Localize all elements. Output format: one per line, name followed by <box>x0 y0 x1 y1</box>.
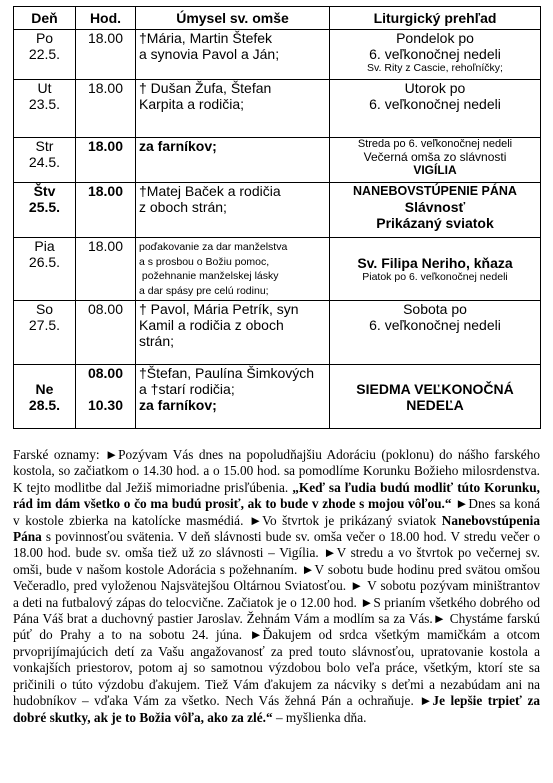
liturgy-line: 6. veľkonočnej nedeli <box>369 46 501 62</box>
liturgy-line: 6. veľkonočnej nedeli <box>369 317 501 333</box>
intention-line: za farníkov; <box>139 138 217 154</box>
liturgy-cell <box>330 238 541 301</box>
day-name: So <box>35 301 54 317</box>
liturgy-cell <box>330 30 541 80</box>
liturgy-line: 6. veľkonočnej nedeli <box>369 96 501 112</box>
day-date: 26.5. <box>28 254 61 270</box>
hour-cell: 18.00 <box>76 183 136 238</box>
intention-line: †Mária, Martin Štefek <box>139 30 273 46</box>
day-cell <box>14 80 76 138</box>
announcement-text: Farské oznamy: ►Pozývam Vás dnes na popoludňajšiu Adoráciu (poklonu) do nášho farského kostola, so začiatkom o 14.30 hod. a o 15.00 hod. sa pomodlíme Korunku Božieho milosrdenstva. K tejto modlitbe dal Ježiš mimoriadne prisľúbenia. <box>13 447 540 495</box>
intention-line: Kamil a rodičia z oboch <box>139 317 284 333</box>
day-cell <box>14 238 76 301</box>
liturgy-line: NANEBOVSTÚPENIE PÁNA <box>353 184 517 198</box>
hour-first: 08.00 <box>87 365 124 381</box>
hour-second: 10.30 <box>87 397 124 413</box>
hour-cell: 18.00 <box>76 238 136 301</box>
day-cell <box>14 138 76 183</box>
liturgy-vigil: VIGÍLIA <box>413 163 457 177</box>
table-row <box>14 80 541 138</box>
day-name: Po <box>35 30 54 46</box>
intention-cell <box>136 183 330 238</box>
table-row <box>14 365 541 429</box>
day-name: Ut <box>37 80 52 96</box>
intention-line: † Pavol, Mária Petrík, syn <box>139 301 299 317</box>
table-row <box>14 138 541 183</box>
intention-line: z oboch strán; <box>139 199 227 215</box>
parish-announcements <box>13 447 540 726</box>
day-date: 22.5. <box>28 46 61 62</box>
header-intention: Úmysel sv. omše <box>136 7 330 30</box>
intention-cell <box>136 301 330 365</box>
intention-cell <box>136 238 330 301</box>
announcement-quote: „Keď sa ľudia budú modliť túto Korunku, rád im dám všetko o čo ma budú prosiť, ak to bude v zhode s mojou vôľou.“ <box>13 479 540 512</box>
intention-line: za farníkov; <box>139 397 217 413</box>
liturgy-cell <box>330 365 541 429</box>
table-row <box>14 183 541 238</box>
intention-line: požehnanie manželskej lásky <box>139 270 279 282</box>
liturgy-cell <box>330 80 541 138</box>
announcement-feast: Nanebovstúpenia Pána <box>13 512 540 545</box>
intention-line: strán; <box>139 333 175 349</box>
intention-line: †Štefan, Paulína Šimkových <box>139 365 315 381</box>
intention-line: Karpita a rodičia; <box>139 96 245 112</box>
intention-cell <box>136 80 330 138</box>
day-name: Str <box>35 138 54 154</box>
thought-of-day: ►Je lepšie trpieť za dobré skutky, ak je to Božia vôľa, ako za zlé.“ <box>13 693 540 725</box>
intention-cell <box>136 30 330 80</box>
day-name: Štv <box>33 183 56 199</box>
announcement-text: ►Dnes sa koná v kostole zbierka na katolícke masmédiá. ►Vo štvrtok je prikázaný sviatok <box>13 496 540 528</box>
announcement-text: s povinnosťou svätenia. V deň slávnosti bude sv. omša večer o 18.00 hod. V stredu večer o 18.00 hod. bude sv. omša tiež už zo slávnosti – Vigília. ►V stredu a vo štvrtok po večernej sv. omši, bude v našom kostole Adorácia s požehnaním. ►V sobotu bude hodinu pred svätou omšou Večeradlo, pred vyloženou Najsvätejšou Oltárnou Sviatosťou. ► V sobotu pozývam miništrantov a deti na futbalový zápas do telocvične. Začiatok je o 12.00 hod. ►S prianím všetkého dobrého od Pána Váš brat a duchovný pastier Jaroslav. Žehnám Vám a modlím sa za Vás.► Chystáme farskú púť do Prahy a to na sobotu 24. júna. ►Ďakujem od srdca všetkým mamičkám a otcom prvoprijímajúcich detí za Vašu angažovanosť za pred touto slávnosťou, upratovanie kostola a vonkajších priestorov, potom aj so samotnou výzdobou bolo veľa práce, všetkým, ktorí ste sa pričinili o túto výzdobu ďakujem. Tiež Vám ďakujem za nácviky s deťmi a nezabúdam ani na hudobníkov – vďaka Vám za všetko. Nech Vás žehná Pán a ochraňuje. <box>13 529 540 709</box>
liturgy-line: Sobota po <box>403 301 467 317</box>
liturgy-note: Piatok po 6. veľkonočnej nedeli <box>362 271 508 283</box>
day-cell <box>14 30 76 80</box>
intention-cell <box>136 138 330 183</box>
table-header-row <box>14 7 541 30</box>
intention-line: a dar spásy pre celú rodinu; <box>139 284 269 297</box>
header-liturgy: Liturgický prehľad <box>330 7 541 30</box>
liturgy-note: Sv. Rity z Cascie, rehoľníčky; <box>367 62 503 74</box>
day-date: 27.5. <box>28 317 61 333</box>
day-date: 23.5. <box>28 96 61 112</box>
day-date: 28.5. <box>28 396 61 413</box>
announcement-text: – myšlienka dňa. <box>272 709 367 725</box>
liturgy-cell <box>330 183 541 238</box>
header-day: Deň <box>14 7 76 30</box>
mass-schedule-table <box>13 6 541 429</box>
liturgy-line: NEDEĽA <box>406 396 464 413</box>
day-cell <box>14 183 76 238</box>
table-row <box>14 238 541 301</box>
day-name: Ne <box>35 380 54 397</box>
liturgy-cell <box>330 138 541 183</box>
intention-line: a s prosbou o Božiu pomoc, <box>139 255 270 268</box>
day-date: 25.5. <box>28 199 61 215</box>
intention-line: a †starí rodičia; <box>139 381 235 397</box>
hour-cell <box>76 365 136 429</box>
liturgy-line: SIEDMA VEĽKONOČNÁ <box>356 380 514 397</box>
day-cell <box>14 301 76 365</box>
day-cell <box>14 365 76 429</box>
liturgy-cell <box>330 301 541 365</box>
liturgy-line: Večerná omša zo slávnosti <box>363 150 507 164</box>
liturgy-line: Pondelok po <box>396 30 474 46</box>
intention-line: poďakovanie za dar manželstva <box>139 241 288 253</box>
hour-cell: 18.00 <box>76 138 136 183</box>
intention-line: † Dušan Žufa, Štefan <box>139 80 272 96</box>
day-date: 24.5. <box>28 154 61 170</box>
intention-line: a synovia Pavol a Ján; <box>139 46 280 62</box>
intention-cell <box>136 365 330 429</box>
table-row <box>14 30 541 80</box>
liturgy-line: Prikázaný sviatok <box>376 215 494 231</box>
hour-cell: 18.00 <box>76 30 136 80</box>
intention-line: †Matej Baček a rodičia <box>139 183 281 199</box>
liturgy-note: Streda po 6. veľkonočnej nedeli <box>357 138 513 150</box>
day-name: Pia <box>34 238 55 254</box>
liturgy-line: Slávnosť <box>404 199 466 215</box>
header-hour: Hod. <box>76 7 136 30</box>
table-row <box>14 301 541 365</box>
liturgy-line: Utorok po <box>404 80 466 96</box>
hour-cell: 08.00 <box>76 301 136 365</box>
hour-cell: 18.00 <box>76 80 136 138</box>
liturgy-saint: Sv. Filipa Neriho, kňaza <box>357 255 513 271</box>
